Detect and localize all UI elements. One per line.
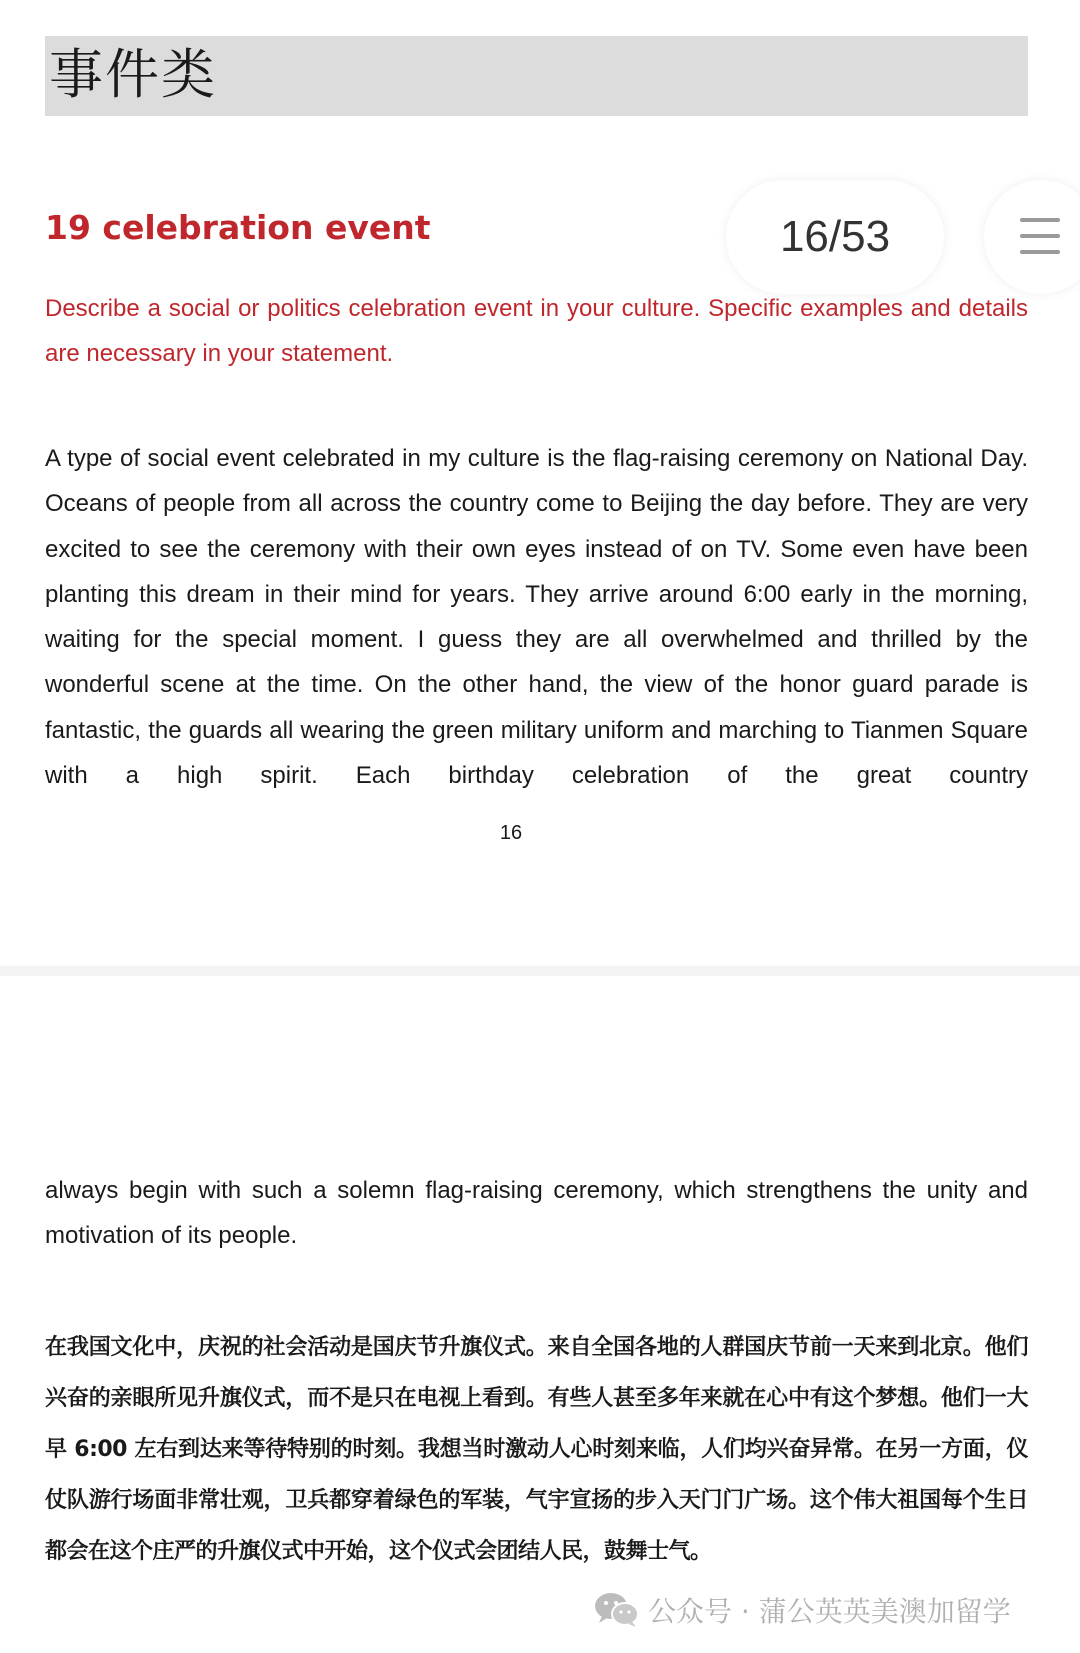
section-banner	[45, 36, 1028, 116]
watermark	[594, 1590, 1011, 1630]
page-counter[interactable]	[726, 180, 944, 294]
section-title: 事件类	[49, 43, 217, 106]
wechat-icon	[594, 1591, 640, 1629]
watermark-text: 公众号 · 蒲公英英美澳加留学	[648, 1595, 1011, 1628]
page-counter-label: 16/53	[779, 212, 891, 261]
topic-prompt: Describe a social or politics celebration event in your culture. Specific examples and details are necessary in your statement.	[45, 295, 1028, 367]
answer-paragraph-chinese: 在我国文化中，庆祝的社会活动是国庆节升旗仪式。来自全国各地的人群国庆节前一天来到北京。他们兴奋的亲眼所见升旗仪式，而不是只在电视上看到。有些人甚至多年来就在心中有这个梦想。他们一大早 6:00 左右到达来等待特别的时刻。我想当时激动人心时刻来临，人们均兴奋异常。在另一方面，仪仗队游行场面非常壮观，卫兵都穿着绿色的军装，气宇宣扬的步入天门门广场。这个伟大祖国每个生日都会在这个庄严的升旗仪式中开始，这个仪式会团结人民，鼓舞士气。	[45, 1335, 1028, 1564]
page-break	[0, 966, 1080, 976]
answer-paragraph-english-2: always begin with such a solemn flag-raising ceremony, which strengthens the unity and motivation of its people.	[45, 1177, 1028, 1250]
answer-paragraph-english-1: A type of social event celebrated in my culture is the flag-raising ceremony on National Day. Oceans of people from all across the country come to Beijing the day before. They are very excited to see the ceremony with their own eyes instead of on TV. Some even have been planting this dream in their mind for years. They arrive around 6:00 early in the morning, waiting for the special moment. I guess they are all overwhelmed and thrilled by the wonderful scene at the time. On the other hand, the view of the honor guard parade is fantastic, the guards all wearing the green military uniform and marching to Tianmen Square with a high spirit. Each birthday celebration of the great country	[45, 445, 1028, 790]
page-number: 16	[499, 822, 523, 844]
hamburger-menu-icon	[1020, 218, 1060, 254]
menu-button[interactable]	[984, 180, 1080, 294]
topic-title: 19 celebration event	[45, 208, 431, 247]
